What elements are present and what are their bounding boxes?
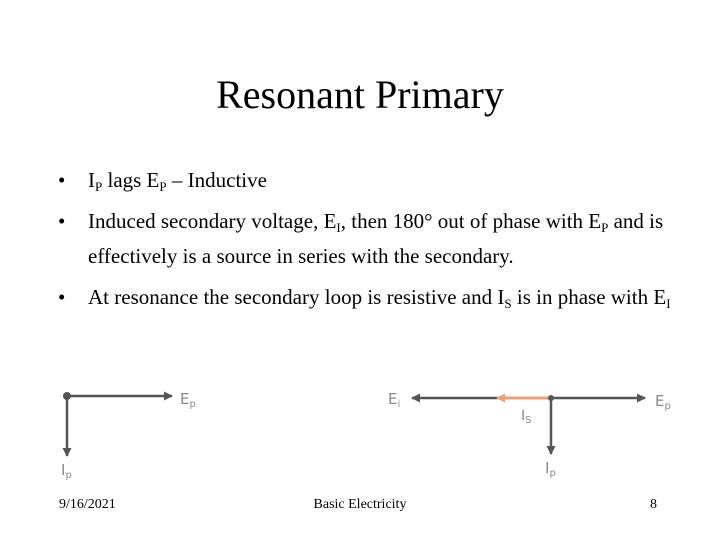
ep-label: $E_p$: [180, 390, 196, 410]
page-number: 8: [650, 497, 657, 512]
bullet-item: [58, 204, 678, 274]
ep-label: $E_p$: [655, 392, 671, 412]
ip-label: $I_p$: [545, 459, 556, 479]
bullet-text: $I_P$ lags $E_P$ – Inductive: [88, 168, 267, 194]
bullet-dot-icon: •: [58, 168, 66, 192]
phasor-diagram: [0, 380, 720, 485]
bullet-list: [58, 163, 678, 321]
footer-date: 9/16/2021: [59, 497, 116, 512]
left-phasor-group: [61, 390, 196, 481]
bullet-item: [58, 163, 678, 198]
bullet-dot-icon: •: [58, 285, 66, 309]
footer-title: Basic Electricity: [313, 497, 407, 512]
ip-label: $I_p$: [61, 461, 72, 481]
origin-dot: [548, 395, 554, 401]
slide-title: Resonant Primary: [216, 72, 504, 117]
bullet-dot-icon: •: [58, 209, 66, 233]
right-phasor-group: [388, 390, 671, 479]
bullet-text: Induced secondary voltage, $E_I$, then 180° out of phase with $E_P$ and is effectively is a source in series with the secondary.: [88, 209, 664, 268]
bullet-item: [58, 280, 678, 315]
ei-label: $E_i$: [388, 390, 401, 410]
bullet-text: At resonance the secondary loop is resistive and $I_S$ is in phase with $E_I$: [88, 285, 671, 311]
is-label: $I_S$: [521, 408, 532, 426]
